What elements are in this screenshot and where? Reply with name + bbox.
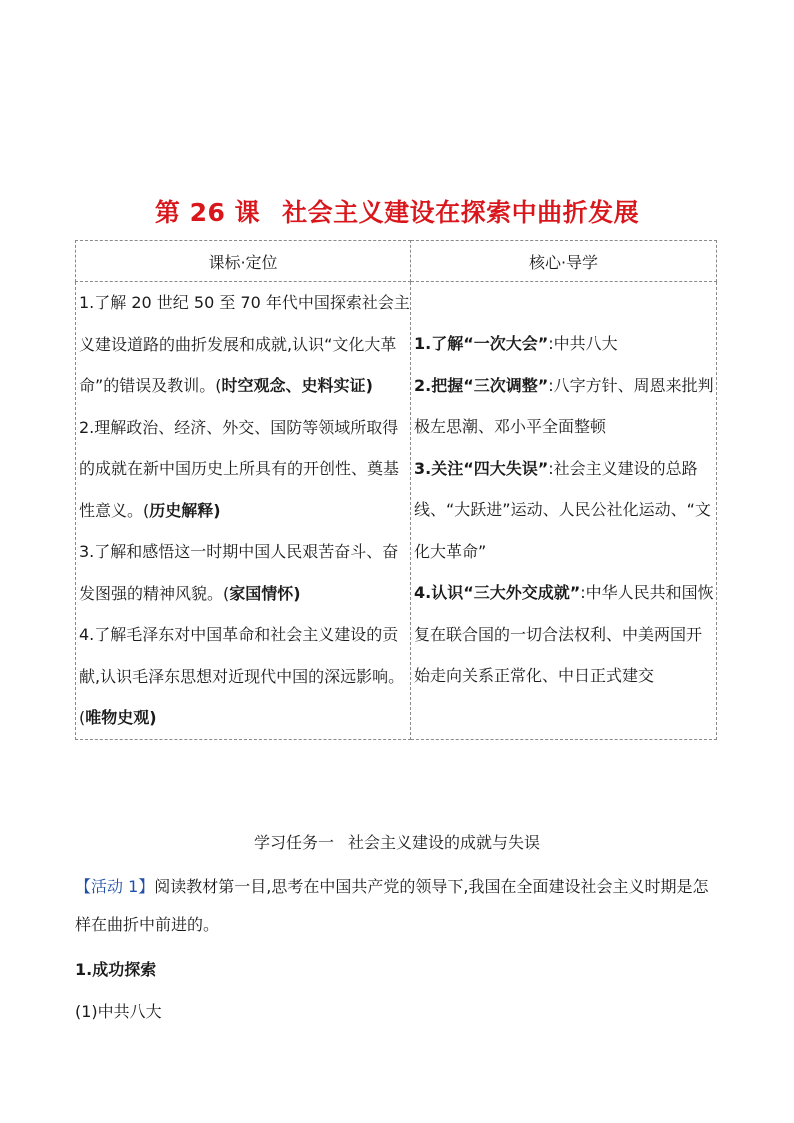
- standards-cell: [76, 282, 411, 740]
- standard-item: 3.了解和感悟这一时期中国人民艰苦奋斗、奋发图强的精神风貌。(家国情怀): [79, 542, 399, 603]
- guide-item: 4.认识“三大外交成就”:中华人民共和国恢复在联合国的一切合法权利、中美两国开始走向关系正常化、中日正式建交: [414, 583, 714, 685]
- task-title: [0, 826, 794, 860]
- header-core-guide: 核心·导学: [411, 241, 717, 282]
- table-body-row: [76, 282, 717, 740]
- lesson-number: 第 26 课: [154, 198, 261, 227]
- lesson-title: [0, 193, 794, 233]
- guide-table: [75, 240, 717, 740]
- standard-item: 1.了解 20 世纪 50 至 70 年代中国探索社会主义建设道路的曲折发展和成就,认识“文化大革命”的错误及教训。(时空观念、史料实证): [79, 293, 410, 395]
- section-heading: 1.成功探索: [75, 960, 157, 979]
- guide-item: 3.关注“四大失误”:社会主义建设的总路线、“大跃进”运动、人民公社化运动、“文化大革命”: [414, 458, 711, 561]
- activity-paragraph: [75, 868, 723, 944]
- standard-item: 2.理解政治、经济、外交、国防等领域所取得的成就在新中国历史上所具有的开创性、奠基性意义。(历史解释): [79, 417, 400, 520]
- guide-item: 2.把握“三次调整”:八字方针、周恩来批判极左思潮、邓小平全面整顿: [414, 375, 714, 436]
- header-standards: 课标·定位: [76, 241, 411, 282]
- standard-item: 4.了解毛泽东对中国革命和社会主义建设的贡献,认识毛泽东思想对近现代中国的深远影响。(唯物史观): [79, 625, 405, 727]
- task-label: 学习任务一: [253, 833, 334, 852]
- guide-item: 1.了解“一次大会”:中共八大: [414, 334, 618, 353]
- subsection-heading: (1)中共八大: [75, 1002, 162, 1021]
- table-header-row: [76, 241, 717, 282]
- activity-tag: 【活动 1】: [75, 877, 155, 896]
- activity-text: 阅读教材第一目,思考在中国共产党的领导下,我国在全面建设社会主义时期是怎样在曲折中前进的。: [75, 877, 709, 934]
- task-name: 社会主义建设的成就与失误: [348, 833, 541, 852]
- lesson-name: 社会主义建设在探索中曲折发展: [282, 198, 640, 227]
- core-guide-cell: [411, 282, 717, 740]
